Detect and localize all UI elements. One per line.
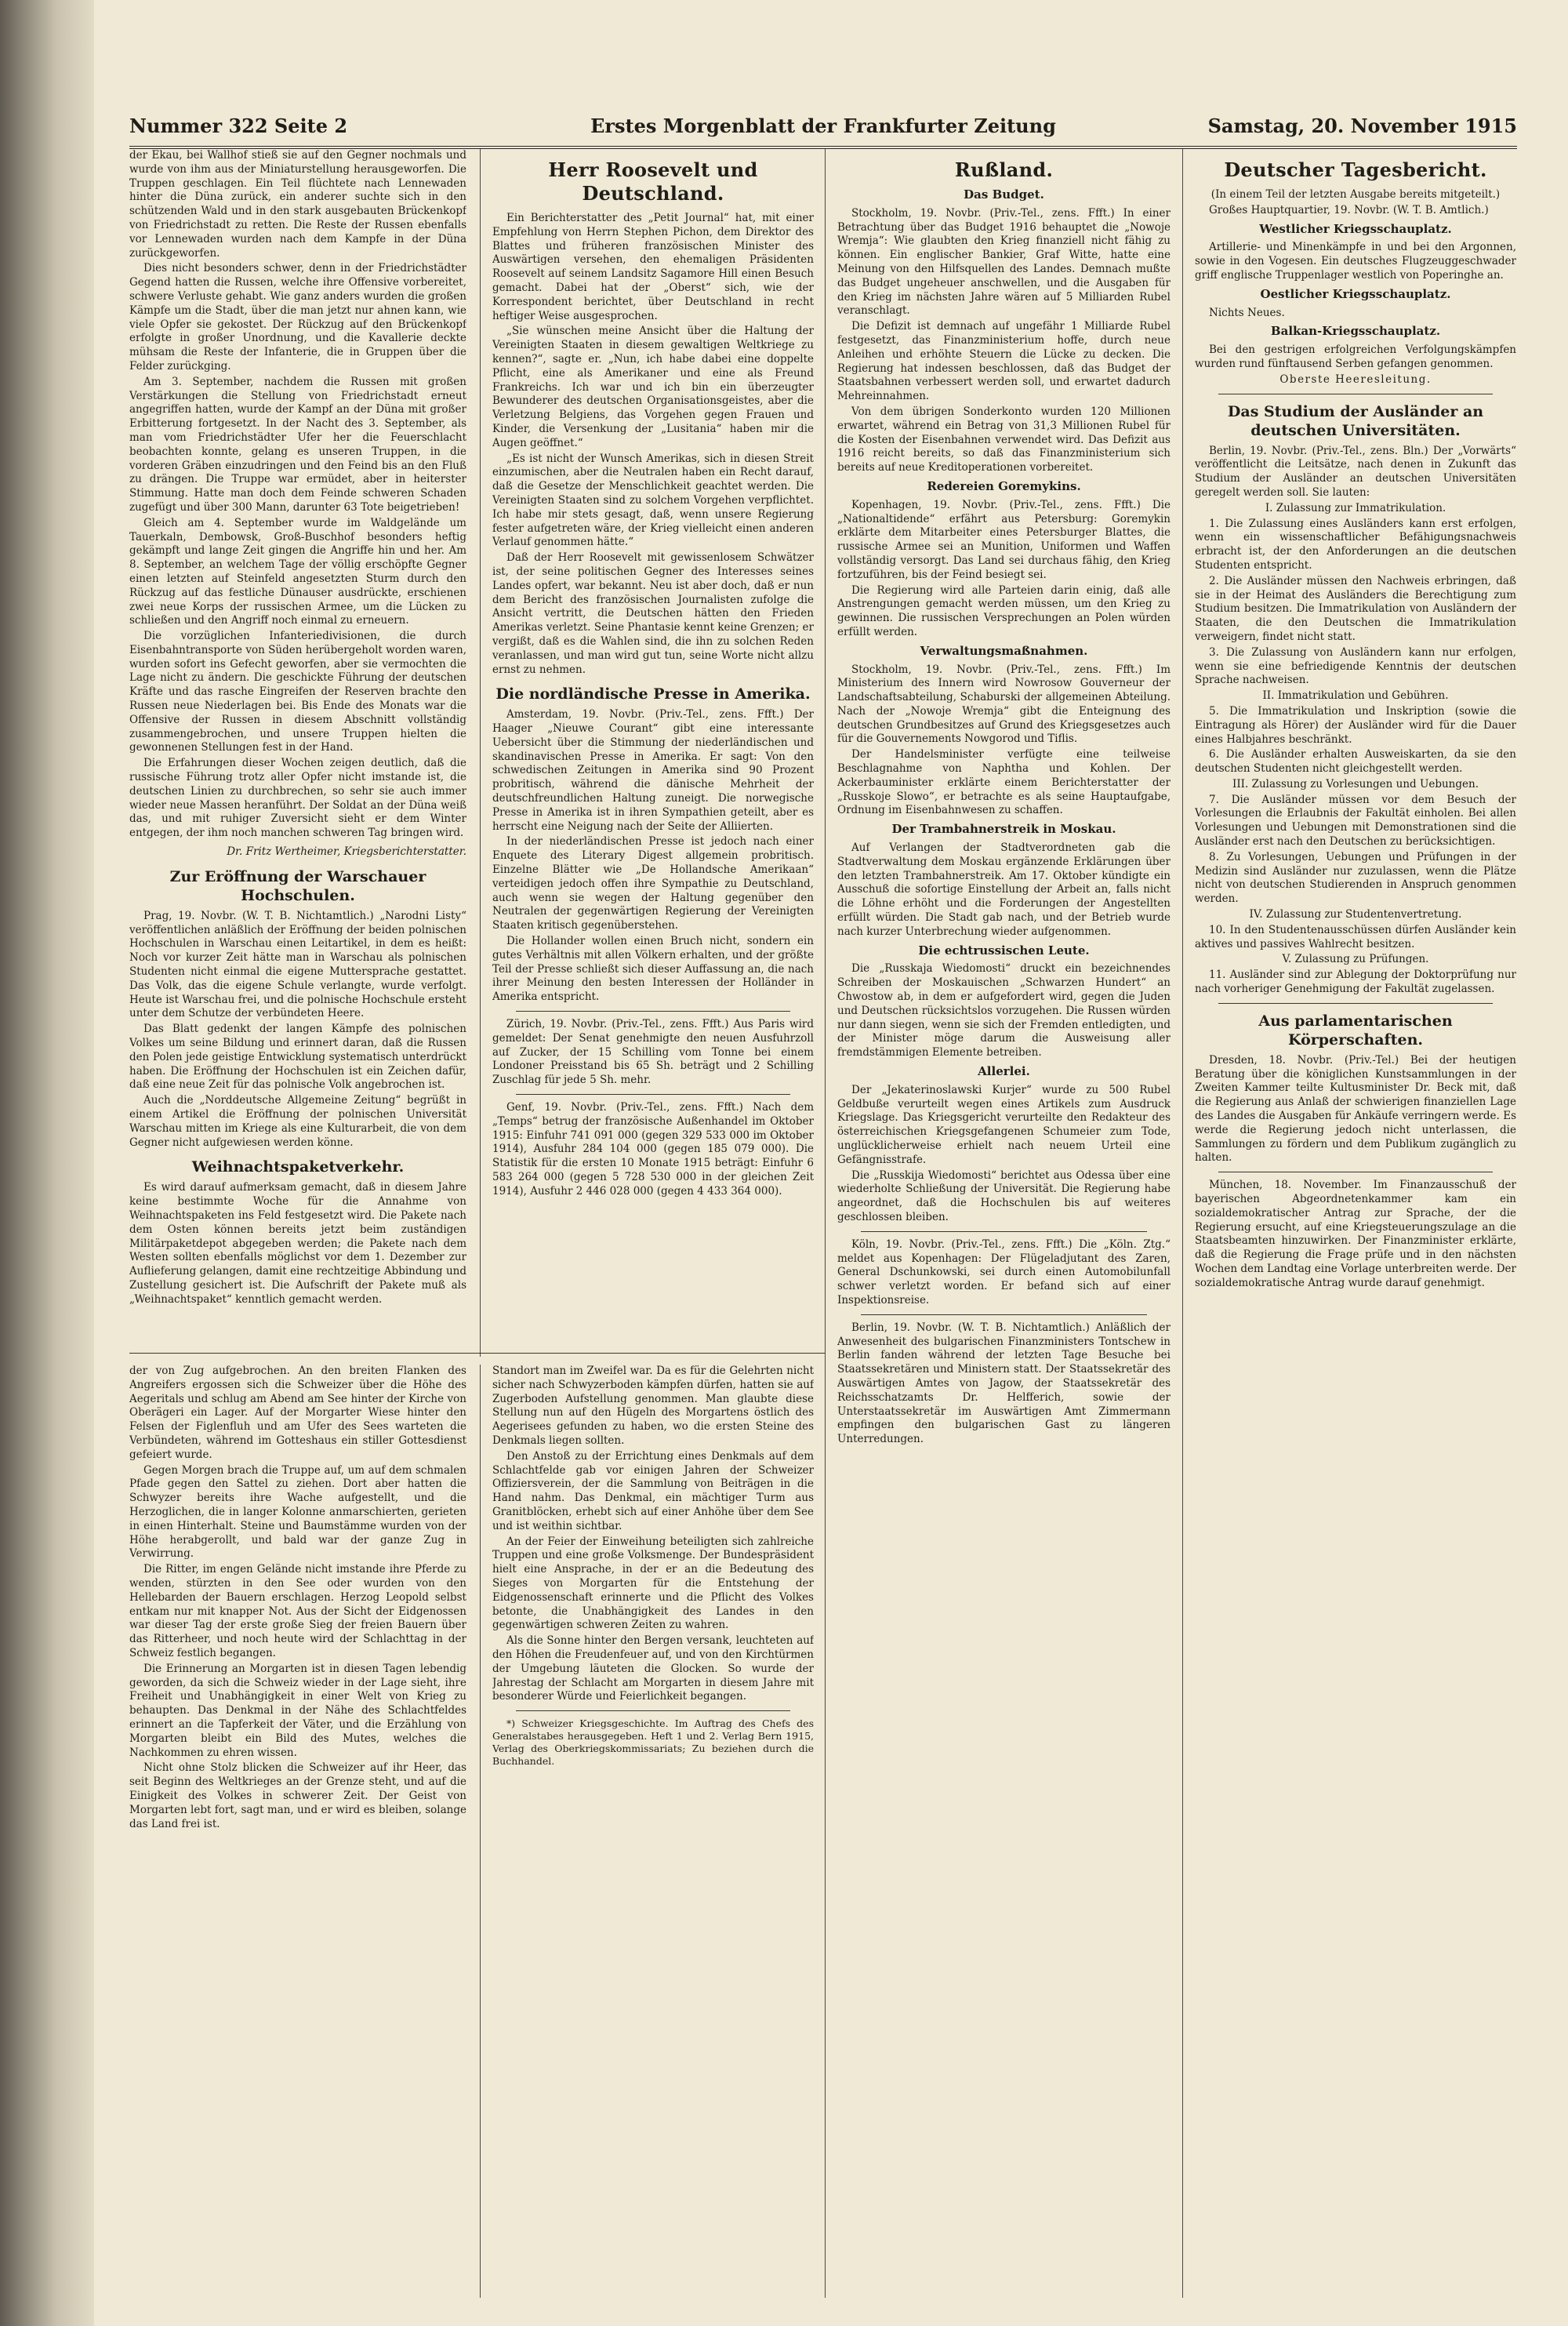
article-paragraph: 8. Zu Vorlesungen, Uebungen und Prüfungen in der Medizin sind Ausländer nur zuzulassen, wenn die Plätze nicht von deutschen Studierenden in Anspruch genommen werden.	[1195, 850, 1516, 906]
feuilleton-paragraph: An der Feier der Einweihung beteiligten sich zahlreiche Truppen und eine große Volksmenge. Der Bundespräsident hielt eine Ansprache, in der er an die Bedeutung des Sieges von Morgarten für die Entstehung der Eidgenossenschaft erinnerte und die Pflicht des Volkes betonte, die Unabhängigkeit des Landes in den gegenwärtigen schweren Zeiten zu wahren.	[492, 1535, 814, 1632]
book-binding	[0, 0, 94, 2326]
subhead-budget: Das Budget.	[964, 187, 1044, 202]
article-paragraph: Auf Verlangen der Stadtverordneten gab die Stadtverwaltung dem Moskau ergänzende Erklärungen über den letzten Trambahnerstreik. Am 17. Oktober kündigte ein Ausschuß die sofortige Einstellung der Arbeit an, falls nicht die Löhne erhöht und die Forderungen der Angestellten erfüllt würden. Die Stadt gab nach, und der Betrieb wurde nach kurzer Unterbrechung wieder aufgenommen.	[837, 841, 1171, 938]
newspaper-title: Erstes Morgenblatt der Frankfurter Zeitung	[590, 114, 1056, 137]
article-paragraph: Auch die „Norddeutsche Allgemeine Zeitung“ begrüßt in einem Artikel die Eröffnung der polnischen Universität Warschau mitten im Kriege als eine Kulturarbeit, die von dem Gegner nicht aufgewiesen werden könne.	[129, 1094, 466, 1149]
news-item: Berlin, 19. Novbr. (W. T. B. Nichtamtlich.) Anläßlich der Anwesenheit des bulgarischen Finanzministers Tontschew in Berlin fanden während der letzten Tage Besuche bei Staatssekretären und Ministern statt. Der Staatssekretär des Auswärtigen Amtes von Jagow, der Staatssekretär des Reichsschatzamts Dr. Helfferich, sowie der Unterstaatssekretär im Auswärtigen Amt Zimmermann empfingen den bulgarischen Gast zu längeren Unterredungen.	[837, 1321, 1171, 1446]
headline-parlament: Aus parlamentarischen Körperschaften.	[1258, 1012, 1453, 1049]
issue-date: Samstag, 20. November 1915	[1207, 114, 1517, 137]
column-4	[1195, 149, 1516, 2298]
headline-presse: Die nordländische Presse in Amerika.	[495, 685, 811, 703]
feuilleton-paragraph: Die Erinnerung an Morgarten ist in diesen Tagen lebendig geworden, da sich die Schweiz wieder in der Lage sieht, ihre Freiheit und Unabhängigkeit in einer Welt von Krieg zu behaupten. Das Denkmal in der Nähe des Schlachtfeldes erinnert an die Tapferkeit der Väter, und die Erzählung von Morgarten bleibt ein Bild des Mutes, welches die Nachkommen zu ehren wissen.	[129, 1662, 466, 1759]
subhead-west: Westlicher Kriegsschauplatz.	[1259, 221, 1452, 236]
divider	[1218, 1003, 1493, 1004]
feuilleton-paragraph: Den Anstoß zu der Errichtung eines Denkmals auf dem Schlachtfelde gab vor einigen Jahren der Schweizer Offiziersverein, der die Sammlung von Beiträgen in die Hand nahm. Das Denkmal, ein mächtiger Turm aus Granitblöcken, erhebt sich auf einer Anhöhe über dem See und ist weithin sichtbar.	[492, 1449, 814, 1532]
article-paragraph: München, 18. November. Im Finanzausschuß der bayerischen Abgeordnetenkammer kam ein sozialdemokratischer Antrag zur Sprache, der die Regierung ersucht, auf eine Kriegsteuerungszulage an die Staatsbeamten hinzuwirken. Der Finanzminister erklärte, daß die Regierung die Frage prüfe und in den nächsten Wochen dem Landtag eine Vorlage unterbreiten werde. Der sozialdemokratische Antrag wurde darauf genehmigt.	[1195, 1179, 1516, 1289]
subhead-trambahn: Der Trambahnerstreik in Moskau.	[891, 822, 1116, 837]
column-rule	[480, 149, 481, 1357]
news-item: Köln, 19. Novbr. (Priv.-Tel., zens. Ffft.) Die „Köln. Ztg.“ meldet aus Kopenhagen: Der Flügeladjutant des Zaren, General Dschunkowski, sei durch einen Automobilunfall schwer verletzt worden. Er befand sich auf einer Inspektionsreise.	[837, 1238, 1171, 1307]
article-paragraph: 3. Die Zulassung von Ausländern kann nur erfolgen, wenn sie eine befriedigende Kenntnis der deutschen Sprache nachweisen.	[1195, 645, 1516, 687]
intro-note: (In einem Teil der letzten Ausgabe bereits mitgeteilt.)	[1210, 188, 1501, 201]
section-heading: V. Zulassung zu Prüfungen.	[1282, 953, 1429, 966]
report-paragraph: Bei den gestrigen erfolgreichen Verfolgungskämpfen wurden rund fünftausend Serben gefangen genommen.	[1195, 343, 1516, 370]
column-3	[837, 149, 1171, 2298]
article-paragraph: Ein Berichterstatter des „Petit Journal“ hat, mit einer Empfehlung von Herrn Stephen Pichon, dem Direktor des Blattes und früheren französischen Minister des Auswärtigen versehen, den ehemaligen Präsidenten Roosevelt auf seinem Landsitz Sagamore Hill einen Besuch gemacht. Dabei hat der „Oberst“ sich, wie der Korrespondent berichtet, über Deutschland in recht heftiger Weise ausgesprochen.	[492, 212, 814, 322]
article-paragraph: Die Erfahrungen dieser Wochen zeigen deutlich, daß die russische Führung trotz aller Opfer nicht imstande ist, die deutschen Linien zu durchbrechen, so sehr sie auch immer wieder neue Massen heranführt. Der Soldat an der Düna weiß das, und mit ruhiger Zuversicht sieht er dem Winter entgegen, der ihm noch manchen schweren Tag bringen wird.	[129, 757, 466, 840]
divider	[861, 1231, 1147, 1232]
news-item: Zürich, 19. Novbr. (Priv.-Tel., zens. Ffft.) Aus Paris wird gemeldet: Der Senat genehmigte den neuen Ausfuhrzoll auf Zucker, der 15 Schilling vom Tonne bei einem Londoner Preisstand bis 65 Sh. beträgt und 2 Schilling Zuschlag für jede 5 Sh. mehr.	[492, 1018, 814, 1087]
article-paragraph: „Sie wünschen meine Ansicht über die Haltung der Vereinigten Staaten in diesem gewaltigen Weltkriege zu kennen?“, sagte er. „Nun, ich habe dabei eine doppelte Pflicht, eine als Amerikaner und eine als Freund Frankreichs. Ich war und ich bin ein überzeugter Bewunderer des deutschen Organisationsgeistes, aber die Verletzung Belgiens, das Vorgehen gegen Frauen und Kinder, die Versenkung der „Lusitania“ haben mir die Augen geöffnet.“	[492, 325, 814, 449]
page-number: Nummer 322 Seite 2	[129, 114, 348, 137]
headline-weihnacht: Weihnachtspaketverkehr.	[191, 1158, 405, 1176]
article-paragraph: Die Defizit ist demnach auf ungefähr 1 Milliarde Rubel festgesetzt, das Finanzministerium hoffe, durch neue Anleihen und erhöhte Steuern die Lücke zu decken. Die Regierung hat indessen beschlossen, daß das Budget der Staatsbahnen verbessert werden soll, und erwartet dadurch Mehreinnahmen.	[837, 320, 1171, 403]
section-heading: III. Zulassung zu Vorlesungen und Uebungen.	[1232, 777, 1479, 790]
article-paragraph: Der „Jekaterinoslawski Kurjer“ wurde zu 500 Rubel Geldbuße verurteilt wegen eines Artikels zum Ausdruck Kriegslage. Das Kriegsgericht verurteilte den Redakteur des österreichischen Kriegsgefangenen Schumeier zum Tode, unglücklicherweise erhielt nach neuem Urteil eine Gefängnisstrafe.	[837, 1083, 1171, 1166]
article-paragraph: Von dem übrigen Sonderkonto wurden 120 Millionen erwartet, während ein Betrag von 31,3 Millionen Rubel für die Kosten der Eisenbahnen verwendet wird. Das Defizit aus 1916 reicht bereits, so daß das Finanzministerium sich bereits auf neue Kreditoperationen vorbereitet.	[837, 405, 1171, 474]
headline-roosevelt: Herr Roosevelt und Deutschland.	[548, 158, 758, 205]
section-rule	[129, 1353, 825, 1354]
headline-russland: Rußland.	[954, 158, 1054, 181]
article-paragraph: Am 3. September, nachdem die Russen mit großen Verstärkungen die Stellung von Friedrichstadt erneut angegriffen hatten, wurde der Kampf an der Düna mit großer Erbitterung fortgesetzt. In der Nacht des 3. September, als man vom Friedrichstädter Ufer her die Feuerschlacht beobachten konnte, gelang es unseren Truppen, in die vorderen Gräben einzudringen und den Feind bis an den Fluß zu drängen. Die Truppe war ermüdet, aber in heiterster Stimmung. Hatte man doch dem Feinde schweren Schaden zugefügt und über 300 Mann, darunter 63 Tote beigetrieben!	[129, 375, 466, 514]
section-heading: IV. Zulassung zur Studentenvertretung.	[1249, 908, 1462, 921]
section-heading: II. Immatrikulation und Gebühren.	[1262, 689, 1449, 703]
article-paragraph: 7. Die Ausländer müssen vor dem Besuch der Vorlesungen die Erlaubnis der Fakultät einholen. Bei allen Vorlesungen und Uebungen mit Demonstrationen sind die Ausländer erst nach den Deutschen zu berücksichtigen.	[1195, 793, 1516, 849]
divider	[516, 1094, 790, 1095]
article-paragraph: Die Regierung wird alle Parteien darin einig, daß alle Anstrengungen gemacht werden müssen, um den Krieg zu gewinnen. Die russischen Versprechungen an Polen würden erfüllt werden.	[837, 583, 1171, 638]
article-paragraph: Die „Russkija Wiedomosti“ berichtet aus Odessa über eine wiederholte Schließung der Universität. Die Regierung habe angeordnet, daß die Hochschulen bis auf weiteres geschlossen bleiben.	[837, 1168, 1171, 1223]
divider	[516, 1710, 790, 1711]
column-1-feuilleton	[129, 1365, 466, 2298]
column-rule	[480, 1365, 481, 2298]
feuilleton-paragraph: Nicht ohne Stolz blicken die Schweizer auf ihr Heer, das seit Beginn des Weltkrieges an der Grenze steht, und auf die Einigkeit des Volkes in schwerer Zeit. Der Geist von Morgarten lebt fort, sagt man, und er wird es bleiben, solange das Land frei ist.	[129, 1761, 466, 1830]
footnote: *) Schweizer Kriegsgeschichte. Im Auftrag des Chefs des Generalstabes herausgegeben. Heft 1 und 2. Verlag Bern 1915, Verlag des Oberkriegskommissariats; Zu beziehen durch die Buchhandel.	[492, 1717, 814, 1768]
article-paragraph: Es wird darauf aufmerksam gemacht, daß in diesem Jahre keine bestimmte Woche für die Annahme von Weihnachtspaketen ins Feld festgesetzt wird. Die Pakete nach dem Osten können bereits jetzt beim zuständigen Militärpaketdepot abgegeben werden; die Pakete nach dem Westen sollten ebenfalls möglichst vor dem 1. Dezember zur Auflieferung gelangen, damit eine rechtzeitige Abbindung und Zustellung gesichert ist. Die Aufschrift der Pakete muß als „Weihnachtspaket“ kenntlich gemacht werden.	[129, 1181, 466, 1306]
feuilleton-paragraph: Die Ritter, im engen Gelände nicht imstande ihre Pferde zu wenden, stürzten in den See oder wurden von den Hellebarden der Bauern erschlagen. Herzog Leopold selbst entkam nur mit knapper Not. Aus der Sicht der Eidgenossen war dieser Tag der erste große Sieg der freien Bauern über das Ritterheer, und noch heute wird der Schlachttag in der Schweiz festlich begangen.	[129, 1563, 466, 1659]
article-paragraph: 2. Die Ausländer müssen den Nachweis erbringen, daß sie in der Heimat des Ausländers die Berechtigung zum Studium besitzen. Die Immatrikulation von Ausländern der Staaten, die den Deutschen die Immatrikulation verweigern, findet nicht statt.	[1195, 574, 1516, 643]
article-paragraph: Dies nicht besonders schwer, denn in der Friedrichstädter Gegend hatten die Russen, welche ihre Offensive vorbereitet, schwere Verluste gehabt. Wie ganz anders wurden die großen Kämpfe um die Stadt, über die man jetzt nur ahnen kann, wie viele Opfer sie gekostet. Der Rückzug auf den Brückenkopf erfolgte in großer Unordnung, und die Kavallerie deckte mühsam die Reste der Infanterie, die in Gruppen über die Felder zurückging.	[129, 262, 466, 373]
column-1	[129, 149, 466, 1349]
report-paragraph: Artillerie- und Minenkämpfe in und bei den Argonnen, sowie in den Vogesen. Ein deutsches Flugzeuggeschwader griff englische Truppenlager westlich von Poperinghe an.	[1195, 241, 1516, 282]
column-2-feuilleton	[492, 1365, 814, 2298]
feuilleton-paragraph: Gegen Morgen brach die Truppe auf, um auf dem schmalen Pfade gegen den Sattel zu ziehen. Dort aber hatten die Schwyzer bereits ihre Wache aufgestellt, und die Herzoglichen, die in langer Kolonne anmarschierten, gerieten in einen Hinterhalt. Steine und Baumstämme wurden von der Höhe herabgerollt, und bald war der ganze Zug in Verwirrung.	[129, 1463, 466, 1561]
subhead-balkan: Balkan-Kriegsschauplatz.	[1270, 324, 1441, 339]
column-rule	[825, 149, 826, 2298]
report-paragraph: Nichts Neues.	[1209, 306, 1285, 319]
subhead-echtrussisch: Die echtrussischen Leute.	[918, 943, 1090, 958]
article-paragraph: 6. Die Ausländer erhalten Ausweiskarten, da sie den deutschen Studenten nicht gleichgestellt werden.	[1195, 748, 1516, 776]
headline-studium: Das Studium der Ausländer an deutschen Universitäten.	[1227, 402, 1484, 439]
feuilleton-paragraph: Als die Sonne hinter den Bergen versank, leuchteten auf den Höhen die Freudenfeuer auf, und von den Kirchtürmen der Umgebung läuteten die Glocken. So wurde der Jahrestag der Schlacht am Morgarten in diesem Jahre mit besonderer Würde und Feierlichkeit begangen.	[492, 1634, 814, 1703]
headline-tagesbericht: Deutscher Tagesbericht.	[1224, 158, 1487, 181]
section-heading: I. Zulassung zur Immatrikulation.	[1265, 501, 1446, 514]
article-paragraph: 5. Die Immatrikulation und Inskription (sowie die Eintragung als Hörer) der Ausländer wird für die Dauer eines Halbjahres beschränkt.	[1195, 704, 1516, 746]
headline-warschau: Zur Eröffnung der Warschauer Hochschulen.	[169, 867, 426, 904]
article-paragraph: 1. Die Zulassung eines Ausländers kann erst erfolgen, wenn ein wissenschaftlicher Befähigungsnachweis erbracht ist, der den Anforderungen an die deutschen Studenten entspricht.	[1195, 517, 1516, 572]
report-signature: Oberste Heeresleitung.	[1279, 373, 1432, 386]
article-signature: Dr. Fritz Wertheimer, Kriegsberichterstatter.	[227, 845, 466, 859]
article-paragraph: Kopenhagen, 19. Novbr. (Priv.-Tel., zens. Ffft.) Die „Nationaltidende“ erfährt aus Petersburg: Goremykin erklärte dem Mitarbeiter eines Petersburger Blattes, die russische Armee sei an Munition, Uniformen und Waffen vollständig versorgt. Das Land sei durchaus fähig, den Krieg fortzuführen, bis der Feind besiegt sei.	[837, 498, 1171, 581]
article-paragraph: Der Handelsminister verfügte eine teilweise Beschlagnahme von Naphtha und Kohlen. Der Ackerbauminister erklärte einem Berichterstatter der „Russkoje Slowo“, er betrachte es als seine Hauptaufgabe, Ordnung im Eisenbahnwesen zu schaffen.	[837, 748, 1171, 817]
divider	[516, 1011, 790, 1012]
article-paragraph: Die vorzüglichen Infanteriedivisionen, die durch Eisenbahntransporte von Süden herübergeholt worden waren, wurden sofort ins Gefecht geworfen, aber sie vermochten die Lage nicht zu ändern. Die geschickte Führung der deutschen Kräfte und das rasche Eingreifen der Reserven brachte den Russen neue Niederlagen bei. Bis Ende des Monats war die Offensive der Russen in diesem Abschnitt vollständig zusammengebrochen, und unsere Truppen hielten die gewonnenen Stellungen fest in der Hand.	[129, 630, 466, 754]
news-item: Genf, 19. Novbr. (Priv.-Tel., zens. Ffft.) Nach dem „Temps“ betrug der französische Außenhandel im Oktober 1915: Einfuhr 741 091 000 (gegen 329 533 000 im Oktober 1914), Ausfuhr 284 104 000 (gegen 185 079 000). Die Statistik für die ersten 10 Monate 1915 beträgt: Einfuhr 6 583 264 000 (gegen 5 728 530 000 in der gleichen Zeit 1914), Ausfuhr 2 446 028 000 (gegen 4 433 364 000).	[492, 1101, 814, 1198]
article-paragraph: „Es ist nicht der Wunsch Amerikas, sich in diesen Streit einzumischen, aber die Neutralen haben ein Recht darauf, daß die Gesetze der Menschlichkeit geachtet werden. Die Vereinigten Staaten sind zu solchem Vorgehen verpflichtet. Ich habe mir stets gesagt, daß, wenn unsere Regierung fester aufgetreten wäre, der Krieg vielleicht einen anderen Verlauf genommen hätte.“	[492, 452, 814, 549]
page-header	[129, 108, 1517, 149]
article-paragraph: Dresden, 18. Novbr. (Priv.-Tel.) Bei der heutigen Beratung über die königlichen Kunstsammlungen in der Zweiten Kammer teilte Kultusminister Dr. Beck mit, daß die Regierung aus Anlaß der schwierigen finanziellen Lage des Landes die Ausgaben für Ankäufe verringern werde. Es werde die Regierung jedoch nicht unterlassen, die Sammlungen zu fördern und dem Publikum zugänglich zu halten.	[1195, 1053, 1516, 1165]
subhead-verwaltung: Verwaltungsmaßnahmen.	[920, 643, 1088, 658]
article-paragraph: 10. In den Studentenausschüssen dürfen Ausländer kein aktives und passives Wahlrecht besitzen.	[1195, 923, 1516, 950]
article-paragraph: der Ekau, bei Wallhof stieß sie auf den Gegner nochmals und wurde von ihm aus der Miniaturstellung herausgeworfen. Die Truppen geschlagen. Ein Teil flüchtete nach Lennewaden hinter die Düna zurück, ein anderer suchte sich in den schützenden Wald und in den stark ausgebauten Brückenkopf von Friedrichstadt zu retten. Die Reste der Russen ebenfalls vor Lennewaden wurden nach dem Kampfe in der Düna zurückgeworfen.	[129, 149, 466, 260]
subhead-ost: Oestlicher Kriegsschauplatz.	[1260, 286, 1451, 301]
article-paragraph: Stockholm, 19. Novbr. (Priv.-Tel., zens. Ffft.) Im Ministerium des Innern wird Nowrosow Gouverneur der Landschaftsabteilung, Schaburski der allgemeinen Abteilung. Nach der „Nowoje Wremja“ gibt die Enteignung des deutschen Grundbesitzes auf Grund des Kriegsgesetzes auch für die Gouvernements Nowgorod und Tiflis.	[837, 663, 1171, 746]
article-paragraph: Das Blatt gedenkt der langen Kämpfe des polnischen Volkes um seine Bildung und erinnert daran, daß die Russen den Polen jede geistige Entwicklung systematisch unterdrückt haben. Die Eröffnung der Hochschulen ist ein Zeichen dafür, daß eine neue Zeit für das polnische Volk angebrochen ist.	[129, 1023, 466, 1092]
hq-dateline: Großes Hauptquartier, 19. Novbr. (W. T. B. Amtlich.)	[1209, 203, 1489, 216]
article-paragraph: 11. Ausländer sind zur Ablegung der Doktorprüfung nur nach vorheriger Genehmigung der Fakultät zugelassen.	[1195, 969, 1516, 996]
article-paragraph: Prag, 19. Novbr. (W. T. B. Nichtamtlich.) „Narodni Listy“ veröffentlichen anläßlich der Eröffnung der beiden polnischen Hochschulen in Warschau einen Leitartikel, in dem es heißt: Noch vor kurzer Zeit hätte man in Warschau als polnischen Studenten nicht einmal die eigene Muttersprache gestattet. Das Volk, das die eigene Schule verlangte, wurde verfolgt. Heute ist Warschau frei, und die polnische Hochschule ersteht unter dem Schutze der verbündeten Heere.	[129, 909, 466, 1020]
divider	[861, 1314, 1147, 1315]
article-paragraph: Die Hollander wollen einen Bruch nicht, sondern ein gutes Verhältnis mit allen Völkern erhalten, und der größte Teil der Presse schließt sich dieser Auffassung an, die nach ihrer Meinung den besten Interessen der Holländer in Amerika entspricht.	[492, 935, 814, 1004]
subhead-goremykin: Redereien Goremykins.	[927, 478, 1081, 493]
feuilleton-paragraph: Standort man im Zweifel war. Da es für die Gelehrten nicht sicher nach Schwyzerboden kämpfen dürfen, hatten sie auf Zugerboden Aufstellung genommen. Man glaubte diese Stellung nun auf den Hügeln des Morgartens östlich des Aegerisees gefunden zu haben, wo die ersten Steine des Denkmals liegen sollten.	[492, 1365, 814, 1447]
article-paragraph: Berlin, 19. Novbr. (Priv.-Tel., zens. Bln.) Der „Vorwärts“ veröffentlicht die Leitsätze, nach denen in Zukunft das Studium der Ausländer an deutschen Universitäten geregelt werden soll. Sie lauten:	[1195, 444, 1516, 499]
article-paragraph: Die „Russkaja Wiedomosti“ druckt ein bezeichnendes Schreiben der Moskauischen „Schwarzen Hundert“ an Chwostow ab, in dem er aufgefordert wird, gegen die Juden und Deutschen rücksichtslos vorzugehen. Die Russen würden nur dann siegen, wenn sie sich der Fremden entledigten, und der Minister möge darum die Ausweisung aller fremdstämmigen Elemente betreiben.	[837, 962, 1171, 1059]
column-rule	[1182, 149, 1183, 2298]
article-paragraph: Stockholm, 19. Novbr. (Priv.-Tel., zens. Ffft.) In einer Betrachtung über das Budget 1916 behauptet die „Nowoje Wremja“: Wie glaubten den Krieg finanziell nicht fähig zu können. Ein englischer Bankier, Graf Witte, hatte eine Meinung von den Hilfsquellen des Landes. Demnach mußte das Budget ungeheuer anschwellen, und die Ausgaben für den Krieg im nächsten Jahre wären auf 5 Milliarden Rubel veranschlagt.	[837, 206, 1171, 318]
article-paragraph: Amsterdam, 19. Novbr. (Priv.-Tel., zens. Ffft.) Der Haager „Nieuwe Courant“ gibt eine interessante Uebersicht über die Stimmung der niederländischen und skandinavischen Presse in Amerika. Er sagt: Von den schwedischen Zeitungen in Amerika sind 90 Prozent probritisch, während die dänische Mehrheit der deutschfreundlichen Haltung zuneigt. Die norwegische Presse in Amerika ist in ihren Sympathien geteilt, aber es herrscht eine Neigung nach der Seite der Alliierten.	[492, 708, 814, 833]
column-2	[492, 149, 814, 1349]
feuilleton-paragraph: der von Zug aufgebrochen. An den breiten Flanken des Angreifers ergossen sich die Schweizer über die Höhe des Aegeritals und schlug am Abend am See hinter der Kirche von Oberägeri ein Lager. Auf der Morgarter Wiese hinter den Felsen der Figlenfluh und am Ufer des Sees warteten die Verbündeten, während im Gotteshaus ein stiller Gottesdienst gefeiert wurde.	[129, 1365, 466, 1461]
article-paragraph: Gleich am 4. September wurde im Waldgelände um Tauerkaln, Dembowsk, Groß-Buschhof besonders heftig gekämpft und lange Zeit gingen die Angriffe hin und her. Am 8. September, an welchem Tage der völlig erschöpfte Gegner einen letzten auf Steinfeld angesetzten Sturm durch den Rückzug auf das festliche Dünauser ausdrückte, erschienen zwei neue Korps der russischen Armee, um die Lücken zu schließen und den Angriff noch einmal zu erneuern.	[129, 516, 466, 627]
subhead-allerlei: Allerlei.	[978, 1064, 1030, 1079]
article-paragraph: Daß der Herr Roosevelt mit gewissenlosem Schwätzer ist, der seine politischen Gegner des Interesses seines Landes opfert, war bekannt. Neu ist aber doch, daß er nun dem Bericht des französischen Journalisten zufolge die Ansicht vertritt, die Deutschen hätten den Frieden Amerikas verletzt. Seine Phantasie kennt keine Grenzen; er vergißt, daß es die Wahlen sind, die ihn zu solchen Reden veranlassen, und man wird gut tun, seine Worte nicht allzu ernst zu nehmen.	[492, 551, 814, 676]
article-paragraph: In der niederländischen Presse ist jedoch nach einer Enquete des Literary Digest allgemein probritisch. Einzelne Blätter wie „De Hollandsche Amerikaan“ verteidigen jedoch offen ihre Sympathie zu Deutschland, auch wenn sie wegen der Haltung gegenüber den Neutralen der gegenwärtigen Regierung der Vereinigten Staaten kritisch gegenüberstehen.	[492, 835, 814, 932]
